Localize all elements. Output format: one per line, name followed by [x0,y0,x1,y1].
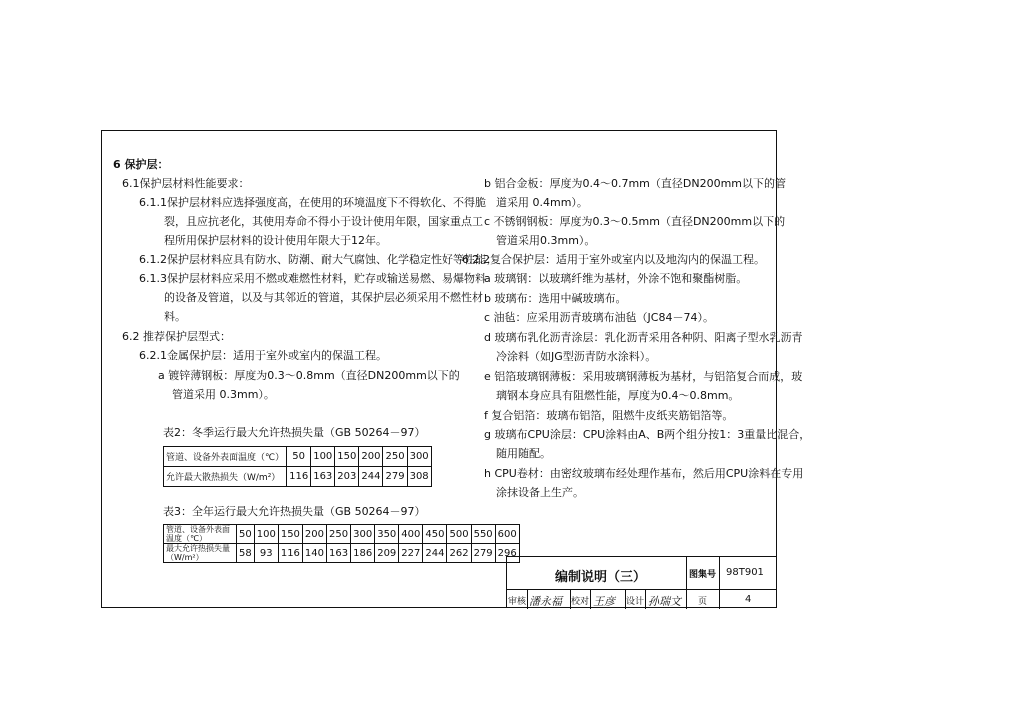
review-signature: 潘永福 [529,595,562,608]
section-6-2-1-a-line2: 管道采用 0.3mm）。 [172,388,275,401]
right-b: b 玻璃布：选用中碱玻璃布。 [484,292,627,305]
title-block [506,556,777,608]
table-cell: 450 [423,525,447,544]
section-6-1-3-line2: 的设备及管道，以及与其邻近的管道，其保护层必须采用不燃性材 [164,291,483,304]
table-cell: 100 [254,525,278,544]
table-row [164,467,432,487]
right-e-line2: 璃钢本身应具有阻燃性能，厚度为0.4～0.8mm。 [496,389,740,402]
table-cell: 296 [495,544,519,563]
section-6-1-2: 6.1.2保护层材料应具有防水、防潮、耐大气腐蚀、化学稳定性好等性能； [139,253,497,266]
table-cell: 227 [399,544,423,563]
right-c-line1: c 不锈钢钢板：厚度为0.3～0.5mm（直径DN200mm以下的 [484,215,786,228]
right-g-line2: 随用随配。 [496,447,551,460]
table-cell: 50 [287,447,311,467]
page-number: 4 [745,594,752,605]
title-block-title: 编制说明（三） [555,570,647,585]
table-row [164,447,432,467]
table-cell: 93 [254,544,278,563]
table-cell: 600 [495,525,519,544]
table2-row1-label: 管道、设备外表面温度（℃） [164,447,287,467]
table-cell: 262 [447,544,471,563]
table-cell: 250 [383,447,407,467]
right-d-line1: d 玻璃布乳化沥青涂层：乳化沥青采用各种阴、阳离子型水乳沥青 [484,331,803,344]
right-a: a 玻璃钢：以玻璃纤维为基材，外涂不饱和聚酯树脂。 [484,272,748,285]
right-f: f 复合铝箔：玻璃布铝箔，阻燃牛皮纸夹筋铝箔等。 [484,409,734,422]
right-h-line1: h CPU卷材：由密纹玻璃布经处理作基布，然后用CPU涂料在专用 [484,467,804,480]
table-cell: 300 [351,525,375,544]
table3-row2-label: 最大允许热损失量（W/m²） [164,544,237,563]
section-6-1-3-line1: 6.1.3保护层材料应采用不燃或难燃性材料，贮存或输送易燃、易爆物料 [139,272,486,285]
table-cell: 400 [399,525,423,544]
table-cell: 500 [447,525,471,544]
table2-caption: 表2：冬季运行最大允许热损失量（GB 50264－97） [163,426,426,439]
table-cell: 300 [407,447,431,467]
table-cell: 200 [359,447,383,467]
table-cell: 163 [311,467,335,487]
section-6-1-3-line3: 料。 [164,310,186,323]
section-6-2-2: 6.2.2复合保护层：适用于室外或室内以及地沟内的保温工程。 [462,253,765,266]
right-c-line2: 管道采用0.3mm）。 [496,234,596,247]
table-cell: 150 [278,525,302,544]
design-signature: 孙瑞文 [648,595,681,608]
section-6-2-1-a-line1: a 镀锌薄钢板：厚度为0.3～0.8mm（直径DN200mm以下的 [158,369,460,382]
table-cell: 244 [359,467,383,487]
section-6-1-1-line3: 程所用保护层材料的设计使用年限大于12年。 [164,234,387,247]
table-cell: 279 [471,544,495,563]
table-cell: 350 [375,525,399,544]
section-6-1-1-line1: 6.1.1保护层材料应选择强度高，在使用的环境温度下不得软化、不得脆 [139,196,486,209]
table-cell: 100 [311,447,335,467]
atlas-label: 图集号 [689,570,717,580]
table-cell: 308 [407,467,431,487]
section-6-1: 6.1保护层材料性能要求： [122,177,250,190]
check-signature: 王彦 [593,595,615,608]
table3-caption: 表3：全年运行最大允许热损失量（GB 50264－97） [163,505,426,518]
section-6-heading: 6 保护层： [113,158,169,171]
check-label: 校对 [571,597,590,607]
table-cell: 203 [335,467,359,487]
review-label: 审核 [508,597,527,607]
table-cell: 250 [327,525,351,544]
table-cell: 58 [237,544,255,563]
table-cell: 186 [351,544,375,563]
table-row [164,544,520,563]
table-cell: 550 [471,525,495,544]
atlas-number: 98T901 [726,567,764,578]
table-cell: 209 [375,544,399,563]
table-cell: 279 [383,467,407,487]
right-h-line2: 涂抹设备上生产。 [496,486,584,499]
table-cell: 150 [335,447,359,467]
right-g-line1: g 玻璃布CPU涂层：CPU涂料由A、B两个组分按1：3重量比混合， [484,428,811,441]
page-label: 页 [698,597,708,607]
table3 [163,524,520,563]
right-d-line2: 冷涂料（如JG型沥青防水涂料）。 [496,350,657,363]
section-6-2: 6.2 推荐保护层型式： [122,330,231,343]
right-b-line2: 道采用 0.4mm）。 [496,196,588,209]
table2 [163,446,432,487]
table-row [164,525,520,544]
right-c: c 油毡：应采用沥青玻璃布油毡（JC84－74）。 [484,311,714,324]
table-cell: 244 [423,544,447,563]
right-b-line1: b 铝合金板：厚度为0.4～0.7mm（直径DN200mm以下的管 [484,177,787,190]
section-6-1-1-line2: 裂，且应抗老化，其使用寿命不得小于设计使用年限，国家重点工 [164,215,483,228]
table2-row2-label: 允许最大散热损失（W/m²） [164,467,287,487]
section-6-2-1: 6.2.1金属保护层：适用于室外或室内的保温工程。 [139,349,387,362]
design-label: 设计 [626,597,645,607]
table-cell: 163 [327,544,351,563]
table-cell: 140 [302,544,326,563]
table-cell: 116 [278,544,302,563]
table-cell: 50 [237,525,255,544]
table-cell: 116 [287,467,311,487]
table3-row1-label: 管道、设备外表面温度（℃） [164,525,237,544]
table-cell: 200 [302,525,326,544]
right-e-line1: e 铝箔玻璃钢薄板：采用玻璃钢薄板为基材，与铝箔复合而成，玻 [484,370,803,383]
